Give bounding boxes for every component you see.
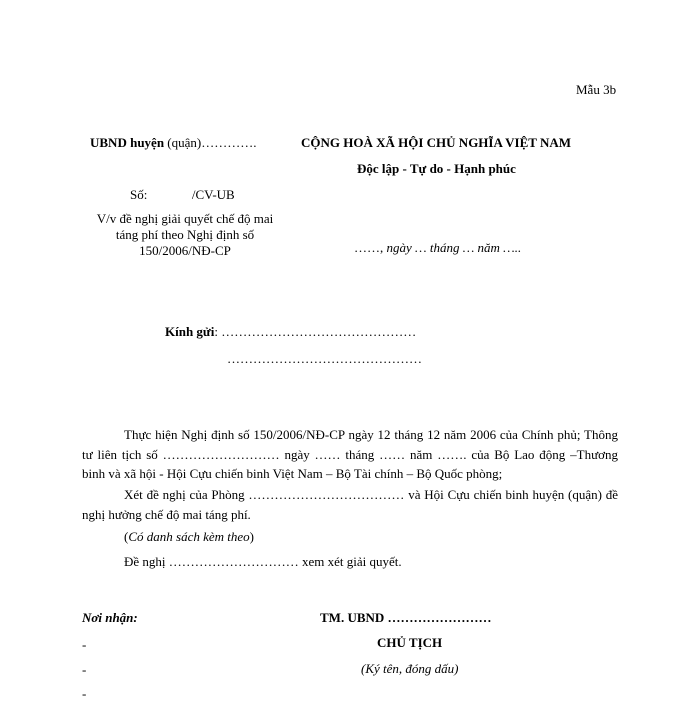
- recipient-bullet: -: [82, 637, 87, 652]
- paren-close: ): [249, 529, 254, 544]
- body-paragraph-3: [124, 529, 254, 545]
- date-prefix: ……,: [354, 240, 384, 255]
- form-label: Mẫu 3b: [576, 82, 617, 97]
- recipient-bullet: -: [82, 686, 87, 701]
- recipient-bullet: -: [82, 662, 87, 677]
- date-line: [354, 240, 521, 256]
- country-name: CỘNG HOÀ XÃ HỘI CHỦ NGHĨA VIỆT NAM: [301, 135, 572, 150]
- recipient-blank-1: : ………………………………………: [214, 324, 417, 339]
- signer-note: (Ký tên, đóng dấu): [361, 661, 459, 676]
- subject-line: V/v đề nghị giải quyết chế độ mai: [96, 211, 274, 226]
- recipient-label: Kính gửi: [165, 324, 215, 339]
- attachment-note: Có danh sách kèm theo: [128, 529, 250, 544]
- body-paragraph-4: Đề nghị ………………………… xem xét giải quyết.: [124, 554, 402, 569]
- recipient-blank-2: ………………………………………: [227, 351, 422, 366]
- subject-block: [70, 211, 300, 259]
- recipients-label: Nơi nhận:: [82, 610, 138, 625]
- body-paragraph-2: Xét đề nghị của Phòng ……………………………… và Hội Cựu chiến binh huyện (quận) đề nghị hưởng chế độ mai táng phí.: [82, 487, 618, 522]
- number-label: Số:: [130, 187, 148, 202]
- signer-org: TM. UBND ……………………: [320, 610, 492, 625]
- signer-title: CHỦ TỊCH: [377, 635, 443, 650]
- subject-line: táng phí theo Nghị định số: [115, 227, 255, 242]
- document-number: [130, 187, 235, 203]
- body-paragraph-1: Thực hiện Nghị định số 150/2006/NĐ-CP ngày 12 tháng 12 năm 2006 của Chính phủ; Thông tư liên tịch số ……………………… ngày …… tháng …… năm ……. của Bộ Lao động –Thương binh và xã hội - Hội Cựu chiến binh Việt Nam – Bộ Tài chính – Bộ Quốc phòng;: [82, 427, 618, 481]
- issuing-authority: [90, 135, 256, 151]
- subject-line: 150/2006/NĐ-CP: [139, 243, 231, 258]
- date-text: ngày … tháng … năm …..: [386, 240, 522, 255]
- national-motto: Độc lập - Tự do - Hạnh phúc: [357, 161, 516, 176]
- number-code: /CV-UB: [191, 187, 235, 202]
- recipient-line-1: [165, 324, 416, 340]
- paren-open: (: [124, 529, 129, 544]
- authority-name: UBND huyện: [90, 135, 165, 150]
- authority-suffix: (quận)………….: [167, 135, 257, 150]
